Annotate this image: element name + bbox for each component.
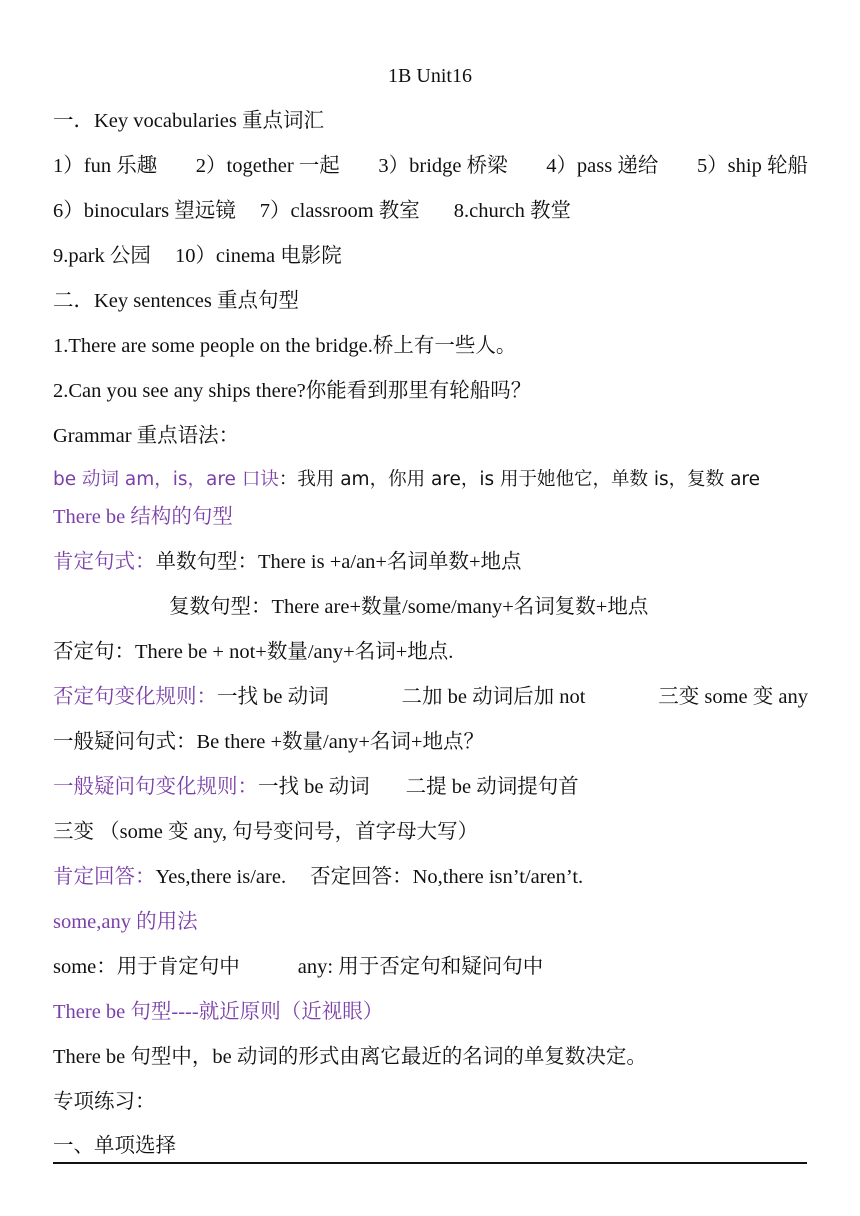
affirmative-singular: 单数句型：There is +a/an+名词单数+地点 [155, 551, 522, 573]
any-usage: any: 用于否定句和疑问句中 [297, 956, 544, 978]
vocab-item: 3）bridge 桥梁 [378, 155, 508, 177]
sentences-heading: 二．Key sentences 重点句型 [53, 290, 299, 312]
be-verb-rule-label: be 动词 am，is，are 口诀 [53, 469, 279, 490]
vocab-item: 1）fun 乐趣 [53, 155, 158, 177]
sentence-2: 2.Can you see any ships there?你能看到那里有轮船吗？ [53, 380, 532, 402]
vocab-item: 10）cinema 电影院 [174, 245, 342, 267]
negative-rule-label: 否定句变化规则： [53, 686, 217, 708]
question-rule-step-3: 三变 （some 变 any, 句号变问号，首字母大写） [53, 821, 479, 843]
vocab-item: 4）pass 递给 [546, 155, 659, 177]
affirmative-label: 肯定句式： [53, 551, 156, 573]
vocab-item: 8.church 教堂 [453, 200, 572, 222]
question-rule-label: 一般疑问句变化规则： [53, 776, 258, 798]
affirmative-singular-row [53, 548, 808, 576]
question-rule-row [53, 773, 808, 801]
section-divider [53, 1162, 807, 1164]
answer-positive: Yes,there is/are. [155, 866, 287, 888]
negative-rule-step: 二加 be 动词后加 not [401, 686, 586, 708]
be-verb-rule [53, 466, 808, 494]
negative-rule-row [53, 683, 808, 711]
there-be-heading: There be 结构的句型 [53, 506, 233, 528]
vocab-item: 9.park 公园 [53, 245, 151, 267]
vocab-item: 6）binoculars 望远镜 [53, 200, 236, 222]
vocab-heading: 一．Key vocabularies 重点词汇 [53, 110, 324, 132]
negative-rule-step: 三变 some 变 any [658, 686, 808, 708]
negative-sentence: 否定句：There be + not+数量/any+名词+地点. [53, 641, 454, 663]
affirmative-plural: 复数句型：There are+数量/some/many+名词复数+地点 [169, 596, 649, 618]
vocab-item: 2）together 一起 [195, 155, 340, 177]
question-rule-step: 一找 be 动词 [258, 776, 370, 798]
proximity-heading: There be 句型----就近原则（近视眼） [53, 1001, 384, 1023]
some-any-usage-row [53, 953, 808, 981]
answer-negative: 否定回答：No,there isn’t/aren’t. [310, 866, 584, 888]
practice-heading: 专项练习： [53, 1091, 156, 1113]
some-usage: some：用于肯定句中 [53, 956, 240, 978]
some-any-heading: some,any 的用法 [53, 911, 198, 933]
answer-positive-label: 肯定回答： [53, 866, 156, 888]
sentence-1: 1.There are some people on the bridge.桥上有一些人。 [53, 335, 517, 357]
grammar-heading: Grammar 重点语法： [53, 425, 240, 447]
vocab-row-3 [53, 242, 808, 270]
be-verb-rule-text: ：我用 am，你用 are，is 用于她他它，单数 is，复数 are [278, 469, 760, 490]
question-sentence: 一般疑问句式：Be there +数量/any+名词+地点？ [53, 731, 484, 753]
practice-section-1: 一、单项选择 [53, 1135, 176, 1157]
proximity-text: There be 句型中，be 动词的形式由离它最近的名词的单复数决定。 [53, 1046, 647, 1068]
vocab-row-1 [53, 152, 808, 180]
answers-row [53, 863, 808, 891]
vocab-row-2 [53, 197, 808, 225]
negative-rule-step: 一找 be 动词 [217, 686, 329, 708]
vocab-item: 7）classroom 教室 [259, 200, 420, 222]
question-rule-step: 二提 be 动词提句首 [405, 776, 579, 798]
vocab-item: 5）ship 轮船 [696, 155, 808, 177]
document-title: 1B Unit16 [388, 65, 472, 87]
